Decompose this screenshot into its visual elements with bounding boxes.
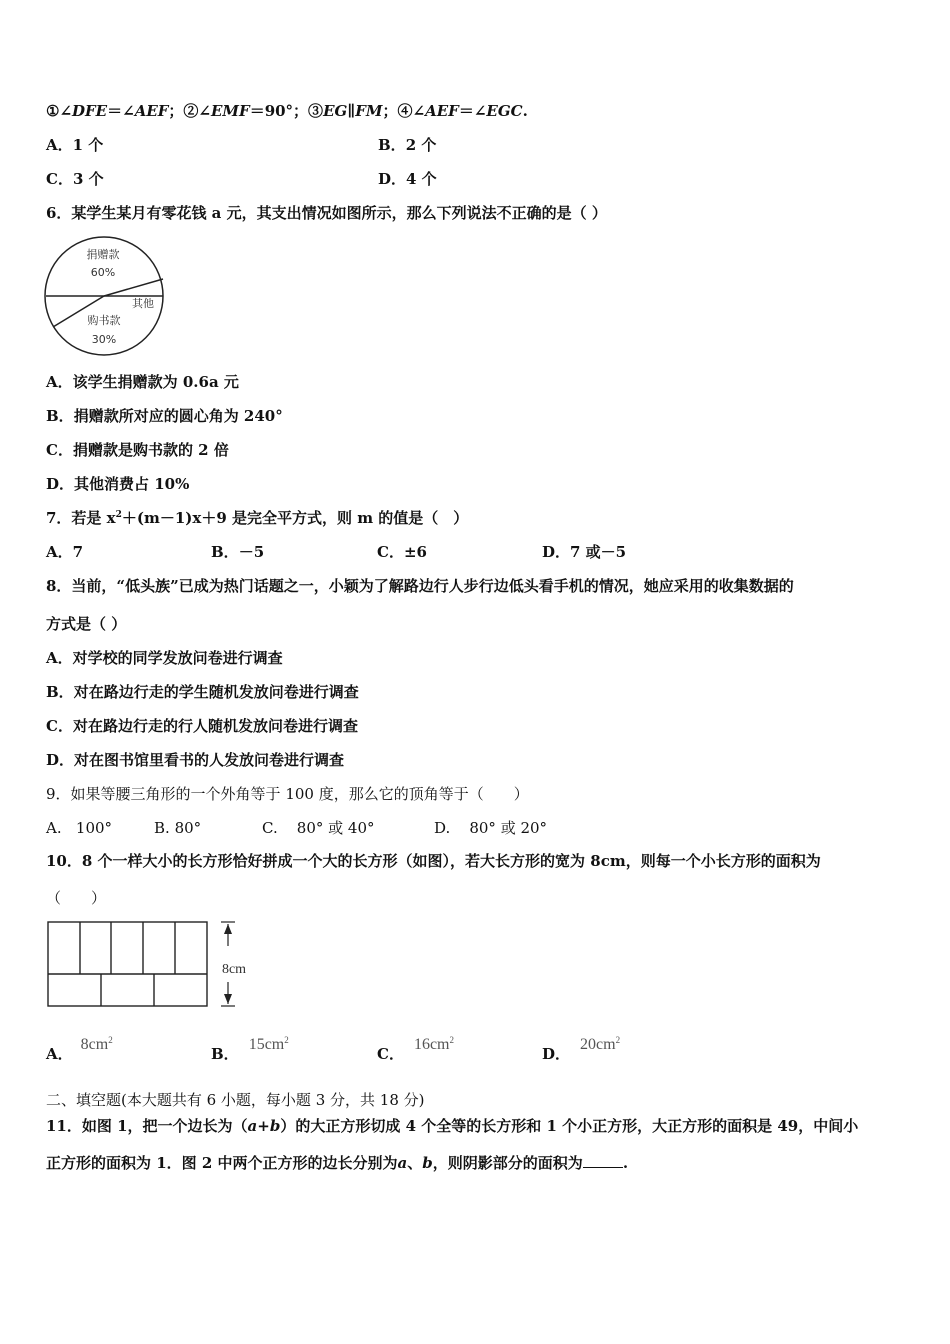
q7-stem: 7．若是 $x^2+(m-1)x+9$ 是完全平方式，则 m 的值是（ ） <box>46 509 469 527</box>
q10-option-c: C．$16cm^2$ <box>377 1035 454 1063</box>
q8-stem-line2: 方式是（ ） <box>46 615 127 633</box>
pie-divider-other <box>104 279 163 296</box>
q5-option-d: D．4 个 <box>378 170 437 188</box>
q10-stem-line2: （ ） <box>46 889 107 907</box>
q7-option-d: D．7 或－5 <box>542 543 627 561</box>
q8-option-d: D．对在图书馆里看书的人发放问卷进行调查 <box>46 751 345 769</box>
section-heading: 二、填空题(本大题共有 6 小题，每小题 3 分，共 18 分) <box>46 1091 425 1109</box>
q10-option-a: A．$8cm^2$ <box>46 1035 113 1063</box>
q5-option-c: C．3 个 <box>46 170 104 188</box>
q8-option-c: C．对在路边行走的行人随机发放问卷进行调查 <box>46 717 358 735</box>
q7-option-a: A．7 <box>46 543 84 561</box>
q8-option-a: A．对学校的同学发放问卷进行调查 <box>46 649 283 667</box>
q5-option-b: B．2 个 <box>378 136 437 154</box>
q5-option-a: A．1 个 <box>46 136 104 154</box>
figure-width-label: 8cm <box>221 962 247 977</box>
rectangle-figure <box>44 916 264 1012</box>
q6-option-a: A．该学生捐赠款为 0.6a 元 <box>46 373 239 391</box>
q6-option-d: D．其他消费占 10% <box>46 475 190 493</box>
q9-stem: 9．如果等腰三角形的一个外角等于 100 度，那么它的顶角等于（ ） <box>46 785 529 803</box>
q9-option-a: A. 100° <box>46 819 113 837</box>
q8-stem-line1: 8．当前，“低头族”已成为热门话题之一，小颖为了解路边行人步行边低头看手机的情况，她应采用的收集数据的 <box>46 577 794 595</box>
q6-option-b: B．捐赠款所对应的圆心角为 240° <box>46 407 283 425</box>
q9-option-d: D. 80° 或 20° <box>434 819 548 837</box>
q11-line1: 11．如图 1，把一个边长为（a+b）的大正方形切成 4 个全等的长方形和 1 个小正方形，大正方形的面积是 49，中间小 <box>46 1117 859 1135</box>
q10-option-d: D．$20cm^2$ <box>542 1035 621 1063</box>
pie-value-books: 30% <box>91 333 117 346</box>
q10-stem-line1: 10．8 个一样大小的长方形恰好拼成一个大的长方形（如图），若大长方形的宽为 8cm，则每一个小长方形的面积为 <box>46 852 821 870</box>
pie-label-donation: 捐赠款 <box>86 248 120 261</box>
q7-option-c: C．±6 <box>377 543 427 561</box>
q7-option-b: B．－5 <box>211 543 265 561</box>
q8-option-b: B．对在路边行走的学生随机发放问卷进行调查 <box>46 683 359 701</box>
pie-chart <box>40 236 172 360</box>
q11-line2: 正方形的面积为 1．图 2 中两个正方形的边长分别为a、b，则阴影部分的面积为 . <box>46 1154 629 1172</box>
q10-option-b: B．$15cm^2$ <box>211 1035 289 1063</box>
answer-blank[interactable] <box>583 1153 623 1168</box>
pie-label-other: 其他 <box>132 297 154 310</box>
q6-option-c: C．捐赠款是购书款的 2 倍 <box>46 441 229 459</box>
q6-stem: 6．某学生某月有零花钱 a 元，其支出情况如图所示，那么下列说法不正确的是（ ） <box>46 204 607 222</box>
pie-label-books: 购书款 <box>87 314 121 327</box>
q9-option-b: B. 80° <box>154 819 202 837</box>
q9-option-c: C. 80° 或 40° <box>262 819 375 837</box>
pie-value-donation: 60% <box>90 266 116 279</box>
q5-conditions: ①∠DFE＝∠AEF；②∠EMF＝90°；③EG∥FM；④∠AEF＝∠EGC. <box>46 102 528 120</box>
